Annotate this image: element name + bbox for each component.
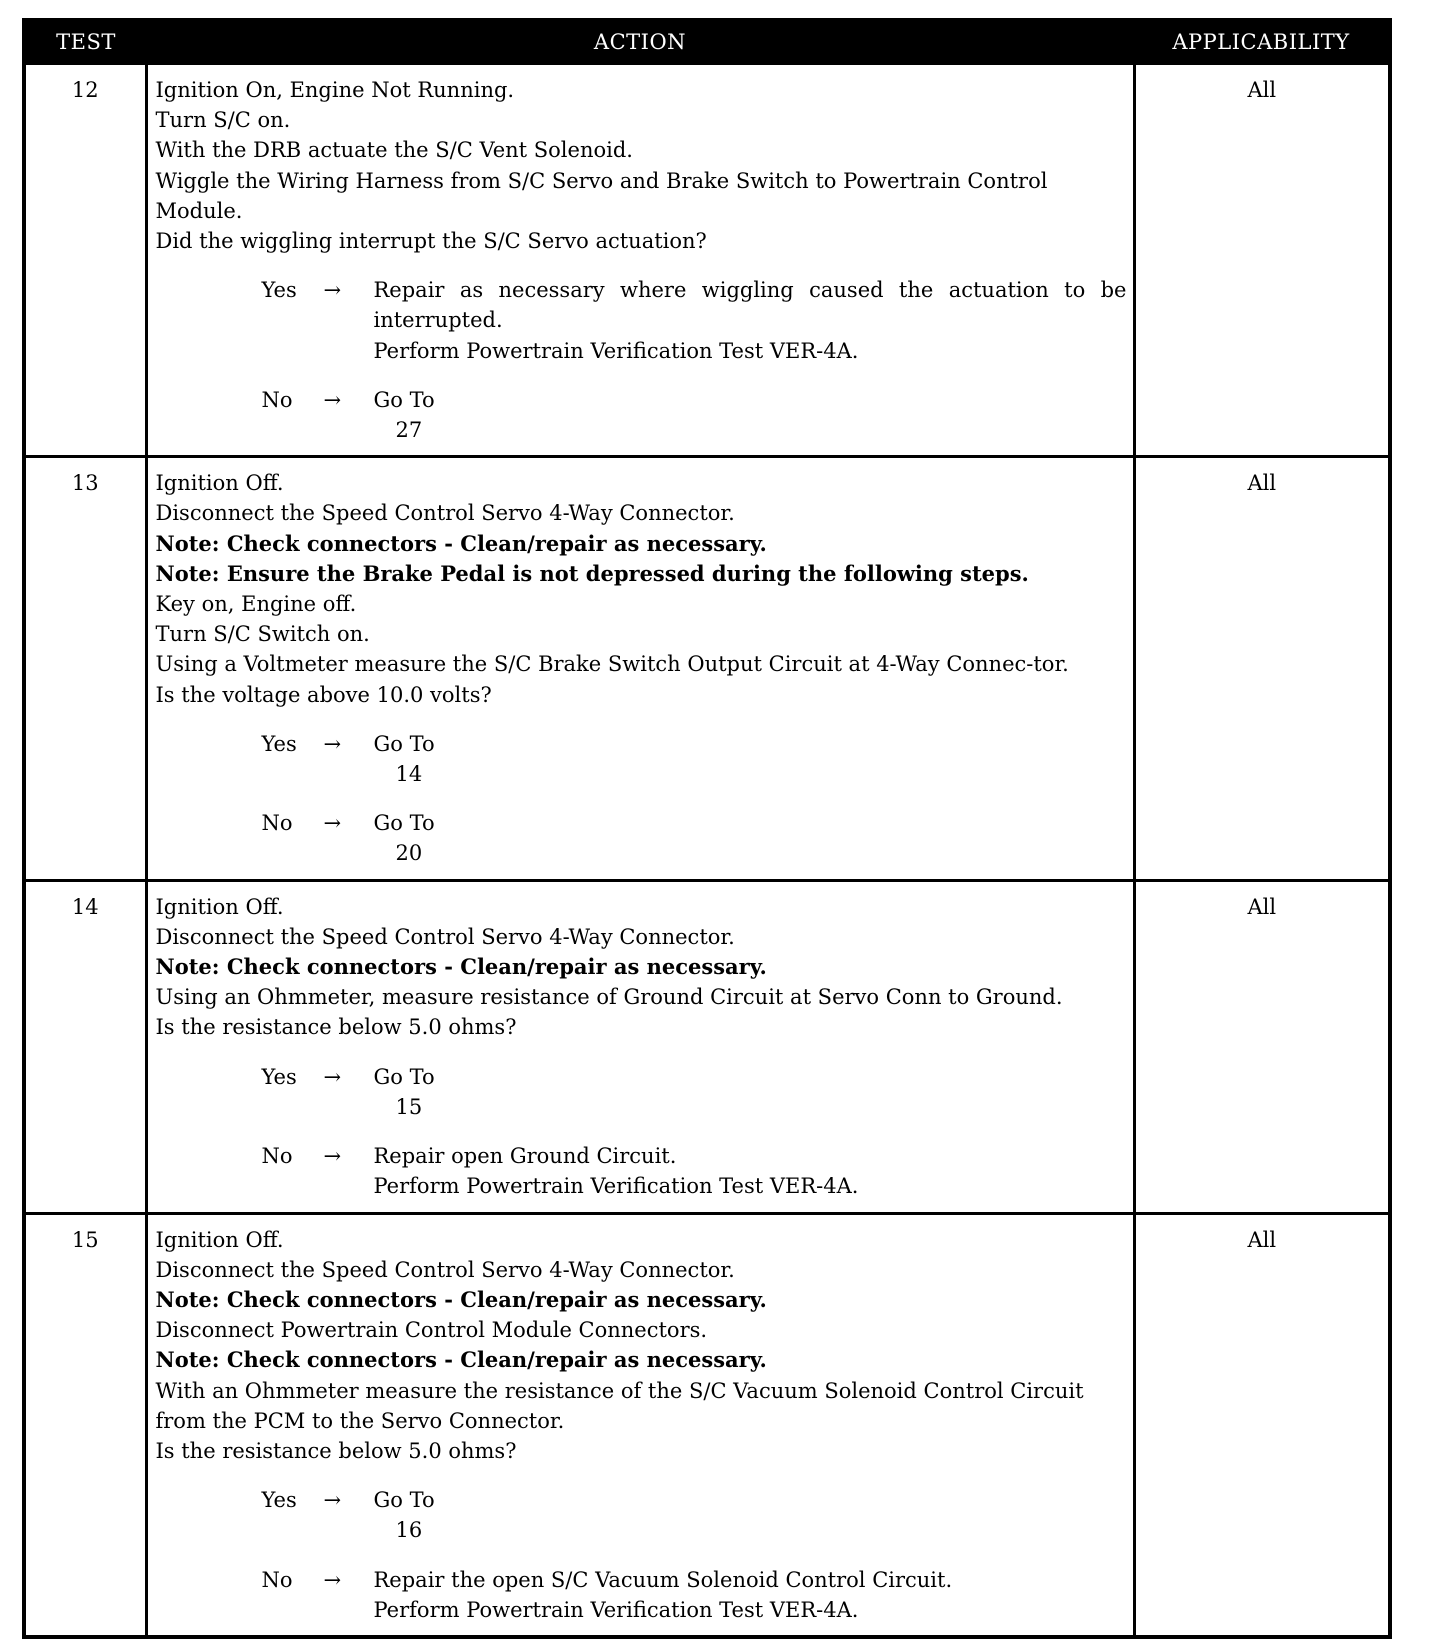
answer-label: No (261, 1567, 293, 1592)
note-line: Note: Check connectors - Clean/repair as necessary. (155, 1286, 767, 1312)
note-line: Note: Check connectors - Clean/repair as necessary. (155, 1347, 767, 1373)
result-body (374, 1565, 1127, 1625)
answer-label: Yes (261, 1488, 297, 1513)
header-test: TEST (24, 20, 146, 64)
action-cell (146, 64, 1134, 457)
step-line: Ignition Off. (155, 894, 284, 919)
step-line: Is the resistance below 5.0 ohms? (155, 1015, 517, 1040)
result-yes (156, 1062, 1127, 1122)
applicability-value: All (1134, 880, 1390, 1213)
result-body (374, 275, 1127, 366)
result-yes (156, 275, 1127, 366)
step-line: Turn S/C on. (155, 108, 291, 133)
result-no (156, 1565, 1127, 1625)
table-row (24, 1213, 1390, 1637)
action-cell (146, 1213, 1134, 1637)
action-cell (146, 880, 1134, 1213)
result-line: Perform Powertrain Verification Test VER-4A. (373, 1174, 859, 1199)
arrow-right-icon: → (323, 1567, 342, 1592)
arrow-right-icon: → (323, 1144, 342, 1169)
result-body (374, 808, 1127, 868)
applicability-value: All (1134, 1213, 1390, 1637)
result-yes (156, 1485, 1127, 1545)
test-number: 13 (24, 457, 146, 880)
result-line: Repair open Ground Circuit. (373, 1144, 677, 1169)
step-line: Wiggle the Wiring Harness from S/C Servo and Brake Switch to Powertrain Control Module. (155, 168, 1048, 223)
header-applicability: APPLICABILITY (1134, 20, 1390, 64)
goto-label: Go To (373, 731, 435, 756)
result-line: Repair the open S/C Vacuum Solenoid Control Circuit. (373, 1567, 953, 1592)
result-body (374, 385, 1127, 445)
goto-label: Go To (373, 1488, 435, 1513)
answer-label: No (261, 811, 293, 836)
step-line: Ignition Off. (155, 1227, 284, 1252)
answer-label: Yes (261, 731, 297, 756)
action-cell (146, 457, 1134, 880)
result-body (374, 1141, 1127, 1201)
applicability-value: All (1134, 457, 1390, 880)
arrow-right-icon: → (323, 1064, 342, 1089)
result-body (374, 1485, 1127, 1545)
answer-label: No (261, 387, 293, 412)
step-line: Is the resistance below 5.0 ohms? (155, 1438, 517, 1463)
answer-label: Yes (261, 1064, 297, 1089)
answer-label: Yes (261, 278, 297, 303)
step-line: Ignition Off. (155, 471, 284, 496)
test-number: 12 (24, 64, 146, 457)
result-no (156, 1141, 1127, 1201)
goto-label: Go To (373, 811, 435, 836)
goto-number: 14 (395, 762, 423, 787)
step-line: Turn S/C Switch on. (155, 622, 370, 647)
goto-label: Go To (373, 1064, 435, 1089)
arrow-right-icon: → (323, 731, 342, 756)
step-line: Disconnect the Speed Control Servo 4-Way Connector. (155, 924, 735, 949)
step-line: Disconnect the Speed Control Servo 4-Way Connector. (155, 1257, 735, 1282)
goto-number: 15 (395, 1094, 423, 1119)
goto-number: 20 (395, 841, 423, 866)
header-action: ACTION (146, 20, 1134, 64)
step-line: Ignition On, Engine Not Running. (155, 78, 515, 102)
step-line: Is the voltage above 10.0 volts? (155, 682, 492, 707)
step-line: Did the wiggling interrupt the S/C Servo actuation? (155, 229, 707, 254)
arrow-right-icon: → (323, 811, 342, 836)
result-body (374, 1062, 1127, 1122)
step-line: Disconnect the Speed Control Servo 4-Way Connector. (155, 501, 735, 526)
diagnostic-test-table (22, 18, 1392, 1639)
applicability-value: All (1134, 64, 1390, 457)
answer-label: No (261, 1144, 293, 1169)
test-number: 15 (24, 1213, 146, 1637)
step-line: Using an Ohmmeter, measure resistance of Ground Circuit at Servo Conn to Ground. (155, 985, 1063, 1010)
result-yes (156, 729, 1127, 789)
result-no (156, 808, 1127, 868)
note-line: Note: Check connectors - Clean/repair as necessary. (155, 954, 767, 980)
goto-number: 16 (395, 1518, 423, 1543)
arrow-right-icon: → (323, 278, 342, 303)
result-line: Repair as necessary where wiggling caused the actuation to be interrupted. (373, 278, 1127, 333)
result-no (156, 385, 1127, 445)
goto-number: 27 (395, 418, 423, 443)
table-row (24, 880, 1390, 1213)
result-line: Perform Powertrain Verification Test VER-4A. (373, 338, 859, 363)
step-line: Disconnect Powertrain Control Module Connectors. (155, 1318, 708, 1343)
step-line: With an Ohmmeter measure the resistance of the S/C Vacuum Solenoid Control Circuit from the PCM to the Servo Connector. (155, 1378, 1084, 1433)
table-body (24, 64, 1390, 1637)
note-line: Note: Ensure the Brake Pedal is not depressed during the following steps. (155, 560, 1029, 586)
step-line: Using a Voltmeter measure the S/C Brake Switch Output Circuit at 4-Way Connec-tor. (155, 652, 1069, 677)
table-row (24, 457, 1390, 880)
note-line: Note: Check connectors - Clean/repair as necessary. (155, 530, 767, 556)
step-line: Key on, Engine off. (155, 592, 357, 617)
table-row (24, 64, 1390, 457)
arrow-right-icon: → (323, 387, 342, 412)
test-number: 14 (24, 880, 146, 1213)
result-line: Perform Powertrain Verification Test VER-4A. (373, 1597, 859, 1622)
goto-label: Go To (373, 387, 435, 412)
arrow-right-icon: → (323, 1488, 342, 1513)
step-line: With the DRB actuate the S/C Vent Solenoid. (155, 138, 633, 163)
table-header-row (24, 20, 1390, 64)
result-body (374, 729, 1127, 789)
